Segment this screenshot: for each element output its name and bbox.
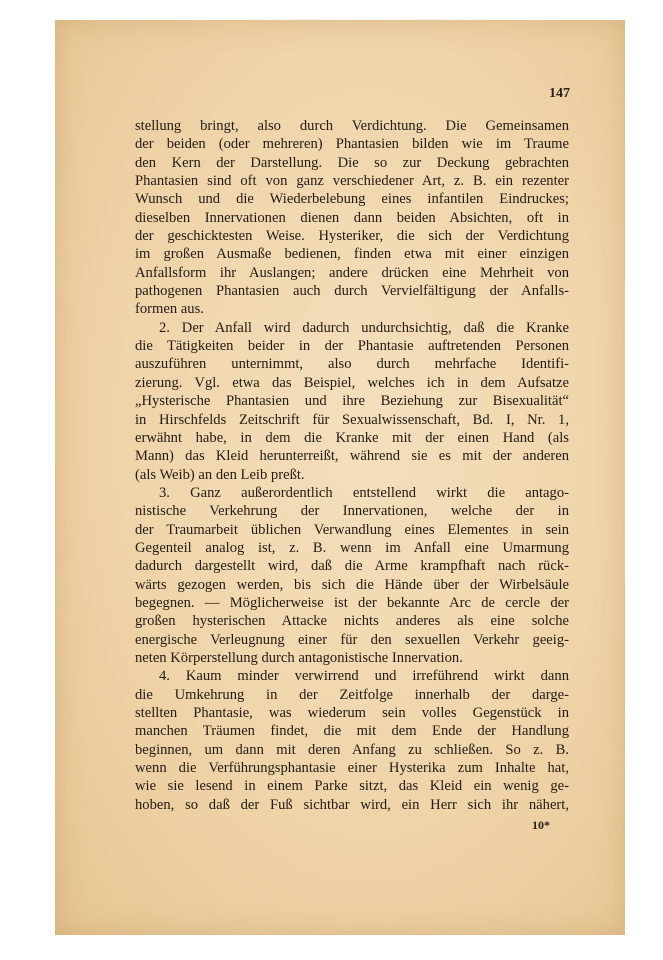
- text-line: Mann) das Kleid herunterreißt, während sie es mit der anderen: [135, 448, 569, 465]
- text-line: „Hysterische Phantasien und ihre Beziehung zur Bisexualität“: [135, 393, 569, 410]
- text-line: dadurch dargestellt wird, daß die Arme krampfhaft nach rück-: [135, 558, 569, 575]
- text-line: (als Weib) an den Leib preßt.: [135, 466, 305, 483]
- text-line: wenn die Verführungsphantasie einer Hysterika zum Inhalte hat,: [135, 760, 569, 777]
- text-line: manchen Träumen findet, die mit dem Ende der Handlung: [135, 723, 569, 740]
- body-text: [135, 117, 569, 814]
- text-line: großen hysterischen Attacke nichts anderes als eine solche: [135, 613, 569, 630]
- text-line: neten Körperstellung durch antagonistische Innervation.: [135, 649, 463, 666]
- text-line: erwähnt habe, in dem die Kranke mit der einen Hand (als: [135, 429, 569, 446]
- text-line: Wunsch und die Wiederbelebung eines infantilen Eindruckes;: [135, 191, 569, 208]
- text-line: 3. Ganz außerordentlich entstellend wirkt die antago-: [159, 484, 569, 501]
- text-line: 4. Kaum minder verwirrend und irreführend wirkt dann: [159, 668, 569, 685]
- text-line: der geschicktesten Weise. Hysteriker, die sich der Verdichtung: [135, 228, 569, 245]
- text-line: der Traumarbeit üblichen Verwandlung eines Elementes in sein: [135, 521, 569, 538]
- text-line: wie sie lesend in einem Parke sitzt, das Kleid ein wenig ge-: [135, 778, 569, 795]
- text-line: stellten Phantasie, was wiederum sein volles Gegenstück in: [135, 705, 569, 721]
- text-line: 2. Der Anfall wird dadurch undurchsichtig, daß die Kranke: [159, 319, 569, 336]
- text-line: den Kern der Darstellung. Die so zur Deckung gebrachten: [135, 154, 569, 171]
- text-line: hoben, so daß der Fuß sichtbar wird, ein Herr sich ihr nähert,: [135, 796, 569, 813]
- text-line: die Umkehrung in der Zeitfolge innerhalb der darge-: [135, 686, 569, 703]
- text-line: im großen Ausmaße bedienen, finden etwa mit einer einzigen: [135, 246, 569, 263]
- text-line: die Tätigkeiten beider in der Phantasie auftretenden Personen: [135, 338, 569, 355]
- page-number: 147: [549, 86, 570, 101]
- text-line: in Hirschfelds Zeitschrift für Sexualwissenschaft, Bd. I, Nr. 1,: [135, 411, 569, 428]
- text-line: der beiden (oder mehreren) Phantasien bilden wie im Traume: [135, 136, 569, 153]
- text-line: begegnen. — Möglicherweise ist der bekannte Arc de cercle der: [135, 594, 569, 611]
- text-line: zierung. Vgl. etwa das Beispiel, welches ich in dem Aufsatze: [135, 374, 569, 391]
- text-line: nistische Verkehrung der Innervationen, welche der in: [135, 503, 569, 520]
- text-line: Phantasien sind oft von ganz verschiedener Art, z. B. ein rezenter: [135, 173, 569, 190]
- text-line: wärts gezogen werden, bis sich die Hände über der Wirbelsäule: [135, 576, 569, 593]
- text-line: beginnen, um dann mit deren Anfang zu schließen. So z. B.: [135, 741, 569, 758]
- text-line: Gegenteil analog ist, z. B. wenn im Anfall eine Umarmung: [135, 539, 569, 556]
- text-line: formen aus.: [135, 301, 204, 318]
- text-line: dieselben Innervationen dienen dann beiden Absichten, oft in: [135, 209, 569, 226]
- text-line: pathogenen Phantasien auch durch Vervielfältigung der Anfalls-: [135, 283, 569, 300]
- text-line: energische Verleugnung einer für den sexuellen Verkehr geeig-: [135, 631, 569, 648]
- text-line: auszuführen unternimmt, also durch mehrfache Identifi-: [135, 356, 569, 373]
- printer-signature-mark: 10*: [532, 818, 550, 832]
- book-page: [55, 20, 625, 935]
- text-line: stellung bringt, also durch Verdichtung. Die Gemeinsamen: [135, 118, 569, 134]
- text-line: Anfallsform ihr Auslangen; andere drücken eine Mehrheit von: [135, 264, 569, 281]
